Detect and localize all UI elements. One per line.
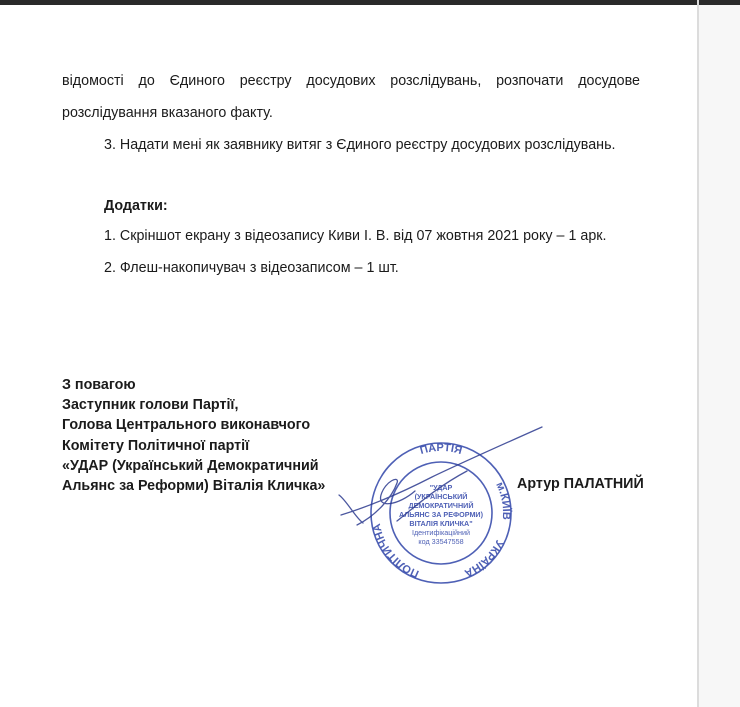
attachment-item-2: 2. Флеш-накопичувач з відеозаписом – 1 шт. — [104, 260, 399, 276]
request-item-3: 3. Надати мені як заявнику витяг з Єдиного реєстру досудових розслідувань. — [104, 137, 616, 153]
seal-text-top: УКРАЇНА — [462, 537, 506, 579]
seal-center-line: Ідентифікаційний — [411, 528, 471, 537]
signer-position-line-3: Комітету Політичної партії — [62, 438, 250, 454]
seal-text-bottom: ПАРТІЯ — [418, 441, 464, 458]
paragraph-line-2: розслідування вказаного факту. — [62, 105, 273, 121]
seal-center-line: ВІТАЛІЯ КЛИЧКА" — [409, 519, 473, 528]
attachment-item-1: 1. Скріншот екрану з відеозапису Киви І. В. від 07 жовтня 2021 року – 1 арк. — [104, 228, 607, 244]
closing-greeting: З повагою — [62, 377, 136, 393]
signer-position-line-4: «УДАР (Український Демократичний — [62, 458, 319, 474]
seal-center-line: (УКРАЇНСЬКИЙ — [414, 492, 468, 501]
signer-position-line-1: Заступник голови Партії, — [62, 397, 239, 413]
paragraph-line-1: відомості до Єдиного реєстру досудових розслідувань, розпочати досудове — [62, 73, 640, 89]
seal-center-line: "УДАР — [429, 483, 453, 492]
signer-position-line-2: Голова Центрального виконавчого — [62, 417, 311, 433]
scan-margin — [699, 5, 740, 707]
attachments-title: Додатки: — [104, 198, 168, 214]
party-seal-stamp — [337, 425, 547, 585]
seal-center-text — [399, 483, 484, 546]
seal-text-right: ПОЛІТИЧНА — [370, 522, 421, 580]
seal-center-line: код 33547558 — [418, 537, 464, 546]
page-top-border — [0, 0, 740, 5]
signer-position-line-5: Альянс за Реформи) Віталія Кличка» — [62, 478, 326, 494]
seal-center-line: АЛЬЯНС ЗА РЕФОРМИ) — [398, 510, 484, 519]
seal-text-left: м.КИЇВ — [493, 480, 513, 521]
seal-center-line: ДЕМОКРАТИЧНИЙ — [408, 501, 474, 510]
signer-name: Артур ПАЛАТНИЙ — [517, 476, 644, 492]
